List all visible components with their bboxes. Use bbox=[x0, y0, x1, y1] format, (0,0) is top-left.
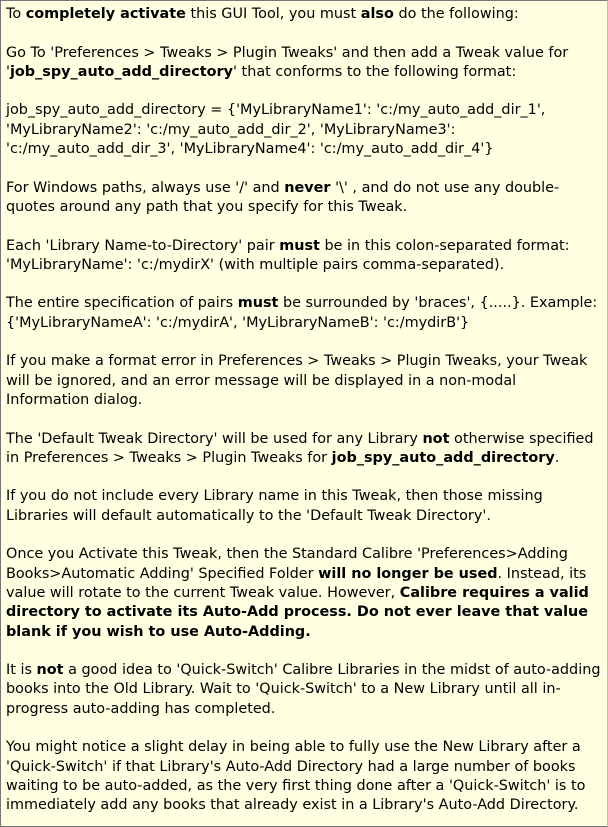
paragraph-text: Once you Activate this Tweak, then the Standard Calibre 'Preferences>Adding Books>Automatic Adding' Specified Folder bbox=[6, 546, 568, 582]
paragraph-text: Go To 'Preferences > Tweaks > Plugin Tweaks' and then add a Tweak value for ' bbox=[6, 44, 569, 80]
help-text-content bbox=[1, 1, 607, 815]
paragraph-text: For Windows paths, always use '/' and bbox=[6, 179, 285, 196]
paragraph-text: If you do not include every Library name in this Tweak, then those missing Libraries will default automatically to the 'Default Tweak Directory'. bbox=[6, 488, 543, 524]
paragraph-text: be in this colon-separated format: 'MyLibraryName': 'c:/mydirX' (with multiple pairs comma-separated). bbox=[6, 237, 570, 273]
paragraph-text: ' that conforms to the following format: bbox=[233, 63, 517, 80]
emphasis-text: will no longer be used bbox=[318, 565, 498, 582]
paragraph-text: The 'Default Tweak Directory' will be used for any Library bbox=[6, 430, 423, 447]
help-paragraph-p9 bbox=[6, 487, 604, 526]
emphasis-text: not bbox=[422, 430, 450, 447]
paragraph-text: otherwise specified in Preferences > Tweaks > Plugin Tweaks for bbox=[6, 430, 594, 466]
help-paragraph-p1 bbox=[6, 5, 604, 24]
paragraph-text: You might notice a slight delay in being able to fully use the New Library after a 'Quick-Switch' if that Library's Auto-Add Directory had a large number of books waiting to be auto-added, as the very first thing done after a 'Quick-Switch' is to immediately add any books that already exist in a Library's Auto-Add Directory. bbox=[6, 739, 586, 814]
paragraph-text: If you make a format error in Preferences > Tweaks > Plugin Tweaks, your Tweak will be ignored, and an error message will be displayed in a non-modal Information dialog. bbox=[6, 353, 588, 408]
paragraph-text: '\' , and do not use any double-quotes around any path that you specify for this Tweak. bbox=[6, 179, 560, 215]
paragraph-text: this GUI Tool, you must bbox=[185, 6, 361, 22]
emphasis-text: must bbox=[279, 237, 320, 254]
emphasis-text: not bbox=[36, 662, 64, 679]
paragraph-text: . bbox=[554, 449, 560, 466]
emphasis-text: job_spy_auto_add_directory bbox=[9, 63, 234, 80]
paragraph-text: Each 'Library Name-to-Directory' pair bbox=[6, 237, 280, 254]
emphasis-text: completely activate bbox=[25, 6, 186, 22]
help-paragraph-p7 bbox=[6, 352, 604, 410]
paragraph-text: The entire specification of pairs bbox=[6, 295, 238, 312]
help-paragraph-p5 bbox=[6, 237, 604, 276]
emphasis-text: never bbox=[284, 179, 331, 196]
paragraph-text: job_spy_auto_add_directory = {'MyLibraryName1': 'c:/my_auto_add_dir_1', 'MyLibraryName2': 'c:/my_auto_add_dir_2', 'MyLibraryName3': 'c:/my_auto_add_dir_3', 'MyLibraryName4': 'c:/my_auto_add_dir_4'} bbox=[6, 102, 546, 158]
help-paragraph-p8 bbox=[6, 430, 604, 469]
paragraph-text: It is bbox=[6, 662, 37, 679]
help-paragraph-p12 bbox=[6, 738, 604, 815]
emphasis-text: also bbox=[360, 6, 394, 22]
emphasis-text: Calibre requires a valid directory to activate its Auto-Add process. Do not ever leave that value blank if you wish to use Auto-Adding. bbox=[6, 584, 589, 640]
paragraph-text: . Instead, its value will rotate to the current Tweak value. However, bbox=[6, 565, 587, 601]
paragraph-text: do the following: bbox=[393, 6, 519, 22]
emphasis-text: job_spy_auto_add_directory bbox=[331, 449, 555, 466]
help-paragraph-p10 bbox=[6, 545, 604, 641]
help-paragraph-p6 bbox=[6, 294, 604, 333]
help-paragraph-p4 bbox=[6, 179, 604, 218]
paragraph-text: be surrounded by 'braces', {.....}. Example: {'MyLibraryNameA': 'c:/mydirA', 'MyLibraryNameB': 'c:/mydirB'} bbox=[6, 295, 598, 331]
emphasis-text: must bbox=[237, 295, 279, 312]
help-paragraph-p3 bbox=[6, 101, 604, 159]
paragraph-text: a good idea to 'Quick-Switch' Calibre Libraries in the midst of auto-adding books into the Old Library. Wait to 'Quick-Switch' to a New Library until all in-progress auto-adding has completed. bbox=[6, 662, 601, 717]
help-paragraph-p11 bbox=[6, 661, 604, 719]
help-paragraph-p2 bbox=[6, 44, 604, 83]
paragraph-text: To bbox=[6, 6, 26, 22]
